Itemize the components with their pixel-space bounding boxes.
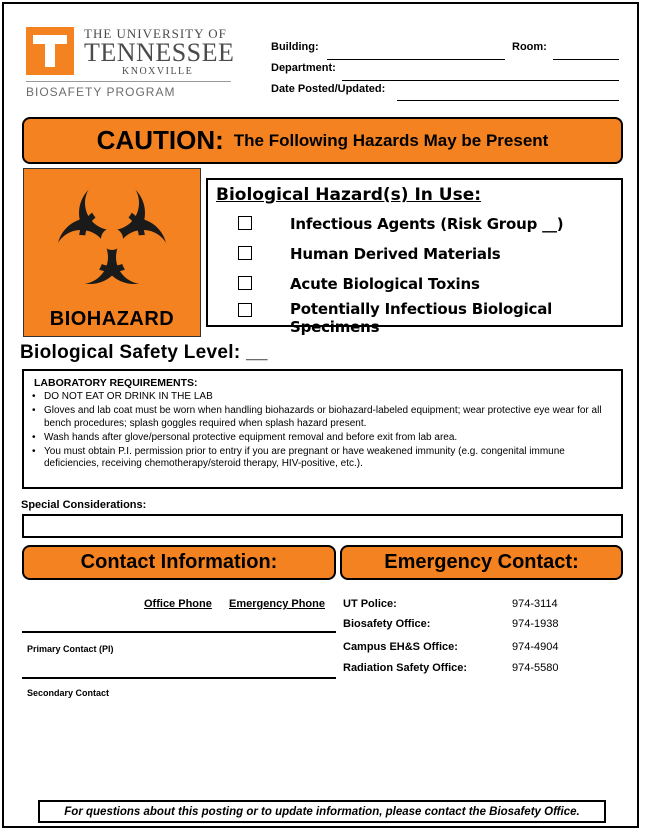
hazard-item: Potentially Infectious Biological Specimens — [290, 300, 553, 336]
hazard-item: Infectious Agents (Risk Group __) — [290, 215, 564, 233]
contact-information-banner: Contact Information: — [22, 545, 336, 580]
building-label: Building: — [271, 41, 319, 53]
special-considerations-field[interactable] — [22, 514, 623, 538]
emergency-contact-banner: Emergency Contact: — [340, 545, 623, 580]
hazard-checkbox-toxins[interactable] — [238, 276, 252, 290]
ut-police-label: UT Police: — [343, 598, 397, 610]
requirement-item: • Wash hands after glove/personal protective equipment removal and before exit from lab area. — [32, 432, 612, 445]
contact-divider-2 — [22, 677, 336, 679]
special-considerations-label: Special Considerations: — [21, 499, 147, 511]
biosafety-office-label: Biosafety Office: — [343, 618, 431, 630]
requirement-item: • Gloves and lab coat must be worn when handling biohazards or biohazard-labeled equipment; wear protective eye wear for all bench procedures; splash goggles required when splash hazard present. — [32, 405, 612, 430]
hazard-checkbox-infectious[interactable] — [238, 216, 252, 230]
emergency-phone-header: Emergency Phone — [229, 598, 325, 610]
radiation-safety-phone: 974-5580 — [512, 662, 559, 674]
caution-title: CAUTION: — [96, 125, 224, 155]
biohazard-symbol-icon — [24, 169, 200, 309]
logo-program: BIOSAFETY PROGRAM — [26, 85, 176, 99]
room-label: Room: — [512, 41, 547, 53]
logo-line-1: THE UNIVERSITY OF — [84, 26, 227, 41]
university-t-logo-icon — [26, 27, 74, 75]
footer-note: For questions about this posting or to update information, please contact the Biosafety Office. — [38, 800, 606, 823]
department-field[interactable] — [342, 80, 619, 81]
department-label: Department: — [271, 62, 336, 74]
lab-requirements-box — [22, 369, 623, 489]
requirement-item: • You must obtain P.I. permission prior to entry if you are pregnant or have weakened immunity (e.g. congenital immune deficiencies, receiving chemotherapy/steroid therapy, HIV-positive, etc.). — [32, 446, 612, 471]
building-field[interactable] — [327, 59, 505, 60]
hazard-item: Human Derived Materials — [290, 245, 501, 263]
biohazard-label: BIOHAZARD — [49, 308, 175, 330]
contact-divider-1 — [22, 631, 336, 633]
ehs-office-phone: 974-4904 — [512, 641, 559, 653]
requirements-title: LABORATORY REQUIREMENTS: — [34, 377, 198, 389]
requirement-item: • DO NOT EAT OR DRINK IN THE LAB — [32, 391, 612, 404]
caution-subtitle: The Following Hazards May be Present — [233, 130, 549, 150]
office-phone-header: Office Phone — [144, 598, 212, 610]
date-field[interactable] — [397, 100, 619, 101]
logo-line-3: KNOXVILLE — [122, 66, 194, 77]
date-label: Date Posted/Updated: — [271, 83, 386, 95]
ut-police-phone: 974-3114 — [512, 598, 558, 610]
room-field[interactable] — [553, 59, 619, 60]
biosafety-level: Biological Safety Level: __ — [20, 342, 268, 363]
radiation-safety-label: Radiation Safety Office: — [343, 662, 468, 674]
ehs-office-label: Campus EH&S Office: — [343, 641, 458, 653]
primary-contact-label: Primary Contact (PI) — [27, 644, 114, 654]
hazard-item: Acute Biological Toxins — [290, 275, 480, 293]
hazards-box — [206, 178, 623, 336]
hazard-checkbox-specimens[interactable] — [238, 303, 252, 317]
logo-line-2: TENNESSEE — [84, 38, 235, 67]
hazards-title: Biological Hazard(s) In Use: — [216, 185, 482, 205]
logo-divider — [26, 81, 231, 82]
secondary-contact-label: Secondary Contact — [27, 688, 110, 698]
hazard-checkbox-human-derived[interactable] — [238, 246, 252, 260]
requirements-list — [32, 391, 612, 472]
caution-banner — [22, 117, 623, 164]
biosafety-office-phone: 974-1938 — [512, 618, 559, 630]
